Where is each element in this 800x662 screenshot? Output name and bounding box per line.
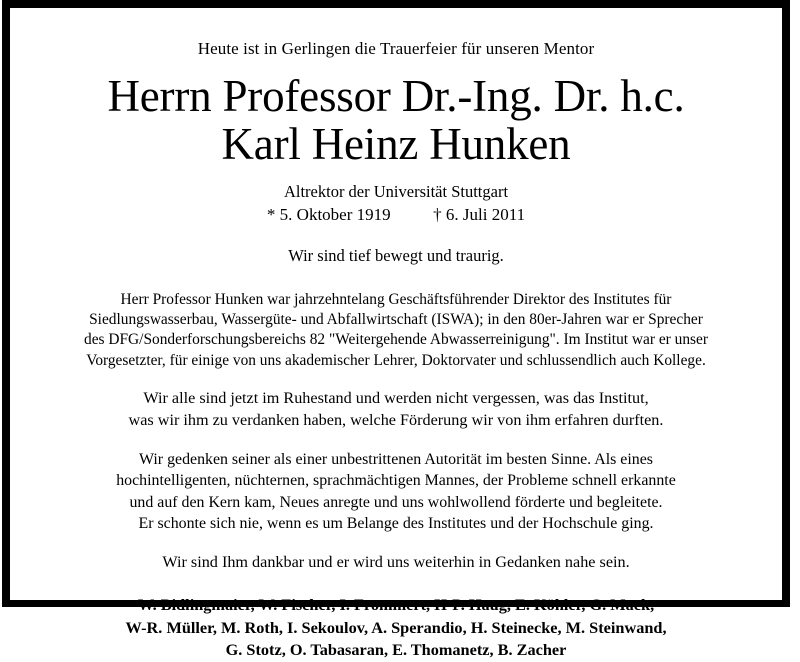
signatory-line: W-R. Müller, M. Roth, I. Sekoulov, A. Sperandio, H. Steinecke, M. Steinwand, (125, 617, 667, 637)
paragraph-line: Wir alle sind jetzt im Ruhestand und werden nicht vergessen, was das Institut, (143, 389, 649, 408)
paragraph-1 (32, 290, 760, 371)
paragraph-3 (32, 449, 760, 534)
paragraph-line: und auf den Kern kam, Neues anregte und uns wohlwollend förderte und begleitete. (129, 493, 663, 511)
lead-sentence: Wir sind tief bewegt und traurig. (288, 246, 504, 266)
paragraph-2 (32, 388, 760, 431)
paragraph-line: Siedlungswasserbau, Wassergüte- und Abfallwirtschaft (ISWA); in den 80er-Jahren war er Sprecher (89, 311, 703, 329)
deceased-title-line: Herrn Professor Dr.-Ing. Dr. h.c. (107, 71, 685, 122)
birth-symbol-icon: * (266, 205, 276, 225)
birth-date: 5. Oktober 1919 (279, 205, 391, 225)
paragraph-line: Wir gedenken seiner als einer unbestrittenen Autorität im besten Sinne. Als eines (139, 451, 653, 469)
death-symbol-icon: † (433, 205, 442, 225)
intro-line: Heute ist in Gerlingen die Trauerfeier für unseren Mentor (197, 39, 595, 58)
signatory-list (32, 594, 760, 661)
life-dates (32, 204, 760, 226)
death-notice-frame (2, 0, 790, 660)
deceased-name-line: Karl Heinz Hunken (221, 119, 571, 170)
paragraph-line: des DFG/Sonderforschungsbereichs 82 "Weitergehende Abwasserreinigung". Im Institut war er unser (84, 331, 708, 349)
death-notice-body (10, 8, 782, 660)
signatory-line: G. Stotz, O. Tabasaran, E. Thomanetz, B. Zacher (225, 640, 567, 660)
deceased-name-block (32, 73, 760, 168)
paragraph-line: Er schonte sich nie, wenn es um Belange des Institutes und der Hochschule ging. (138, 514, 654, 532)
signatory-line: W. Bidlingmaier, W. Fischer, I. Frommert, H-P. Haug, E. Köhler, G. Mack, (137, 595, 655, 615)
closing-sentence: Wir sind Ihm dankbar und er wird uns weiterhin in Gedanken nahe sein. (162, 552, 630, 571)
deceased-role: Altrektor der Universität Stuttgart (283, 181, 509, 201)
paragraph-line: hochintelligenten, nüchternen, sprachmächtigen Mannes, der Probleme schnell erkannte (116, 472, 676, 490)
paragraph-line: Vorgesetzter, für einige von uns akademischer Lehrer, Doktorvater und schlussendlich auch Kollege. (86, 351, 706, 369)
paragraph-line: Herr Professor Hunken war jahrzehntelang Geschäftsführender Direktor des Institutes für (120, 290, 672, 308)
paragraph-line: was wir ihm zu verdanken haben, welche Förderung wir von ihm erfahren durften. (128, 410, 664, 429)
death-date: 6. Juli 2011 (445, 205, 526, 225)
